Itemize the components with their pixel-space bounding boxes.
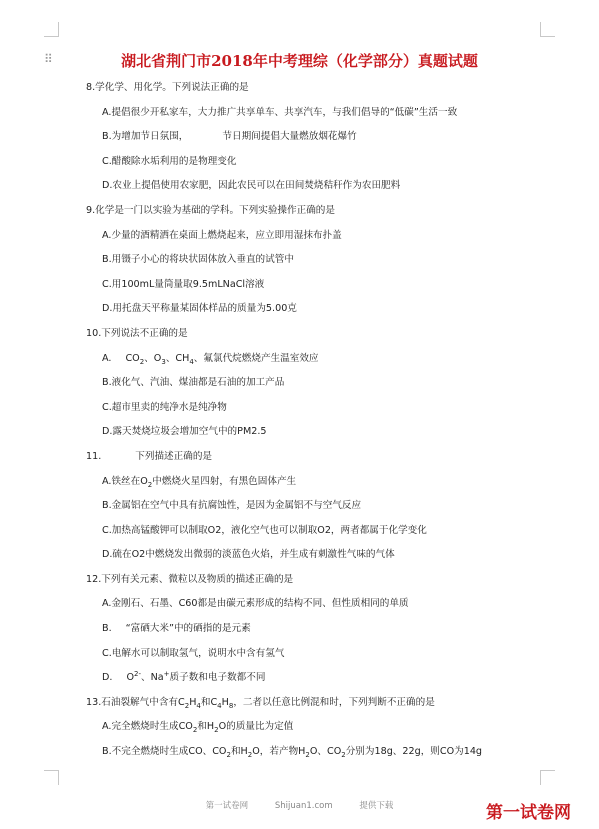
footer-site-name[interactable]: 第一试卷网	[205, 801, 249, 811]
question-10-option-a	[86, 353, 556, 378]
crop-mark-top-right	[540, 22, 555, 37]
formula-co: O、CO	[309, 746, 342, 758]
question-text: 下列描述正确的是	[135, 450, 213, 462]
question-10-option-c: C.超市里卖的纯净水是纯净物	[102, 401, 227, 413]
footer-download-text: 提供下载	[359, 801, 394, 811]
question-12-option-a: A.金刚石、石墨、C60都是由碳元素形成的结构不同、但性质相同的单质	[102, 598, 409, 610]
question-12-option-d	[86, 672, 556, 697]
question-10-option-d: D.露天焚烧垃圾会增加空气中的PM2.5	[102, 426, 267, 438]
subscript: 4	[189, 357, 194, 366]
crop-mark-bottom-left	[44, 770, 59, 785]
subscript: 2	[214, 726, 219, 735]
footer-site-url[interactable]: Shijuan1.com	[274, 801, 333, 811]
superscript: +	[163, 670, 170, 679]
brand-watermark: 第一试卷网	[486, 803, 571, 823]
option-text: 、氟氯代烷燃烧产生温室效应	[193, 352, 319, 364]
crop-mark-top-left	[44, 22, 59, 37]
subscript: 3	[161, 357, 166, 366]
subscript: 2	[247, 750, 253, 759]
question-8-option-c: C.醋酸除水垢利用的是物理变化	[102, 155, 237, 167]
question-8-option-b	[86, 131, 556, 156]
question-11-option-d: D.硫在O2中燃烧发出微弱的淡蓝色火焰，并生成有刺激性气味的气体	[102, 549, 395, 561]
question-12-option-b	[86, 623, 556, 648]
question-8-option-a: A.提倡很少开私家车，大力推广共享单车、共享汽车，与我们倡导的“低碳”生活一致	[102, 106, 458, 118]
question-12-option-c: C.电解水可以制取氢气，说明水中含有氢气	[102, 647, 285, 659]
formula-c: 和C	[200, 696, 218, 708]
formula-h: H	[221, 696, 229, 708]
option-text: “富硒大米”中的硒指的是元素	[125, 623, 251, 635]
question-text: 13.石油裂解气中含有C	[86, 696, 185, 708]
question-10-option-b: B.液化气、汽油、煤油都是石油的加工产品	[102, 377, 285, 389]
formula-ch: 、CH	[165, 352, 190, 364]
question-11-option-c: C.加热高锰酸钾可以制取O2，液化空气也可以制取O2，两者都属于化学变化	[102, 524, 427, 536]
option-letter: A.	[102, 352, 112, 364]
question-number: 11.	[86, 450, 102, 462]
formula-o: 、O	[144, 352, 162, 364]
formula-h: H	[189, 696, 197, 708]
formula-h2o: O，若产物H	[252, 746, 306, 758]
drag-handle-icon[interactable]: ⠿	[44, 52, 52, 66]
superscript: 2-	[134, 670, 141, 679]
formula-o: O	[126, 672, 134, 684]
option-letter: B.	[102, 623, 112, 635]
option-text: A.铁丝在O	[102, 475, 148, 487]
question-8-stem: 8.学化学、用化学。下列说法正确的是	[86, 82, 249, 93]
question-13-option-b	[86, 746, 556, 771]
document-body	[86, 82, 556, 771]
option-text-tail: 中燃烧火星四射，有黑色固体产生	[152, 475, 297, 487]
question-8-option-d: D.农业上提倡使用农家肥，因此农民可以在田间焚烧秸秆作为农田肥料	[102, 180, 401, 192]
option-text-tail: 分别为18g、22g，则CO为14g	[345, 746, 483, 758]
subscript: 4	[217, 701, 222, 710]
question-12-stem: 12.下列有关元素、微粒以及物质的描述正确的是	[86, 573, 294, 585]
subscript: 2	[305, 750, 310, 759]
question-10-stem: 10.下列说法不正确的是	[86, 327, 188, 339]
question-11-option-b: B.金属铝在空气中具有抗腐蚀性，是因为金属铝不与空气反应	[102, 500, 362, 512]
question-8-option-b-text: B.为增加节日氛围，	[102, 131, 189, 143]
subscript: 2	[184, 701, 190, 710]
subscript: 2	[139, 357, 145, 366]
question-text-tail: ，二者以任意比例混和时，下列判断不正确的是	[233, 696, 435, 708]
formula-h: 和H	[197, 721, 215, 733]
question-11-stem	[86, 451, 556, 476]
document-title: 湖北省荆门市2018年中考理综（化学部分）真题试题	[121, 52, 478, 70]
question-9-option-b: B.用镊子小心的将块状固体放入垂直的试管中	[102, 254, 294, 266]
question-8-option-b-tail: 节日期间提倡大量燃放烟花爆竹	[222, 131, 357, 143]
subscript: 8	[228, 701, 234, 710]
question-13-option-a	[86, 721, 556, 746]
question-9-option-d: D.用托盘天平称量某固体样品的质量为5.00克	[102, 303, 297, 315]
question-9-stem: 9.化学是一门以实验为基础的学科。下列实验操作正确的是	[86, 204, 335, 216]
question-9-option-a: A.少量的酒精洒在桌面上燃烧起来，应立即用湿抹布扑盖	[102, 229, 342, 241]
question-9-option-c: C.用100mL量筒量取9.5mLNaCl溶液	[102, 278, 265, 290]
option-letter: D.	[102, 672, 113, 684]
crop-mark-bottom-right	[540, 770, 555, 785]
option-text-tail: O的质量比为定值	[218, 721, 294, 733]
formula-h: 和H	[230, 746, 248, 758]
formula-co: CO	[125, 352, 140, 364]
option-text: B.不完全燃烧时生成CO、CO	[102, 746, 227, 758]
question-13-stem	[86, 697, 556, 722]
subscript: 2	[192, 726, 198, 735]
subscript: 4	[196, 701, 201, 710]
option-text: 质子数和电子数都不同	[169, 672, 266, 684]
subscript: 2	[147, 480, 153, 489]
formula-na: 、Na	[140, 672, 164, 684]
subscript: 2	[341, 750, 346, 759]
subscript: 2	[226, 750, 231, 759]
question-11-option-a	[86, 476, 556, 501]
option-text: A.完全燃烧时生成CO	[102, 721, 193, 733]
